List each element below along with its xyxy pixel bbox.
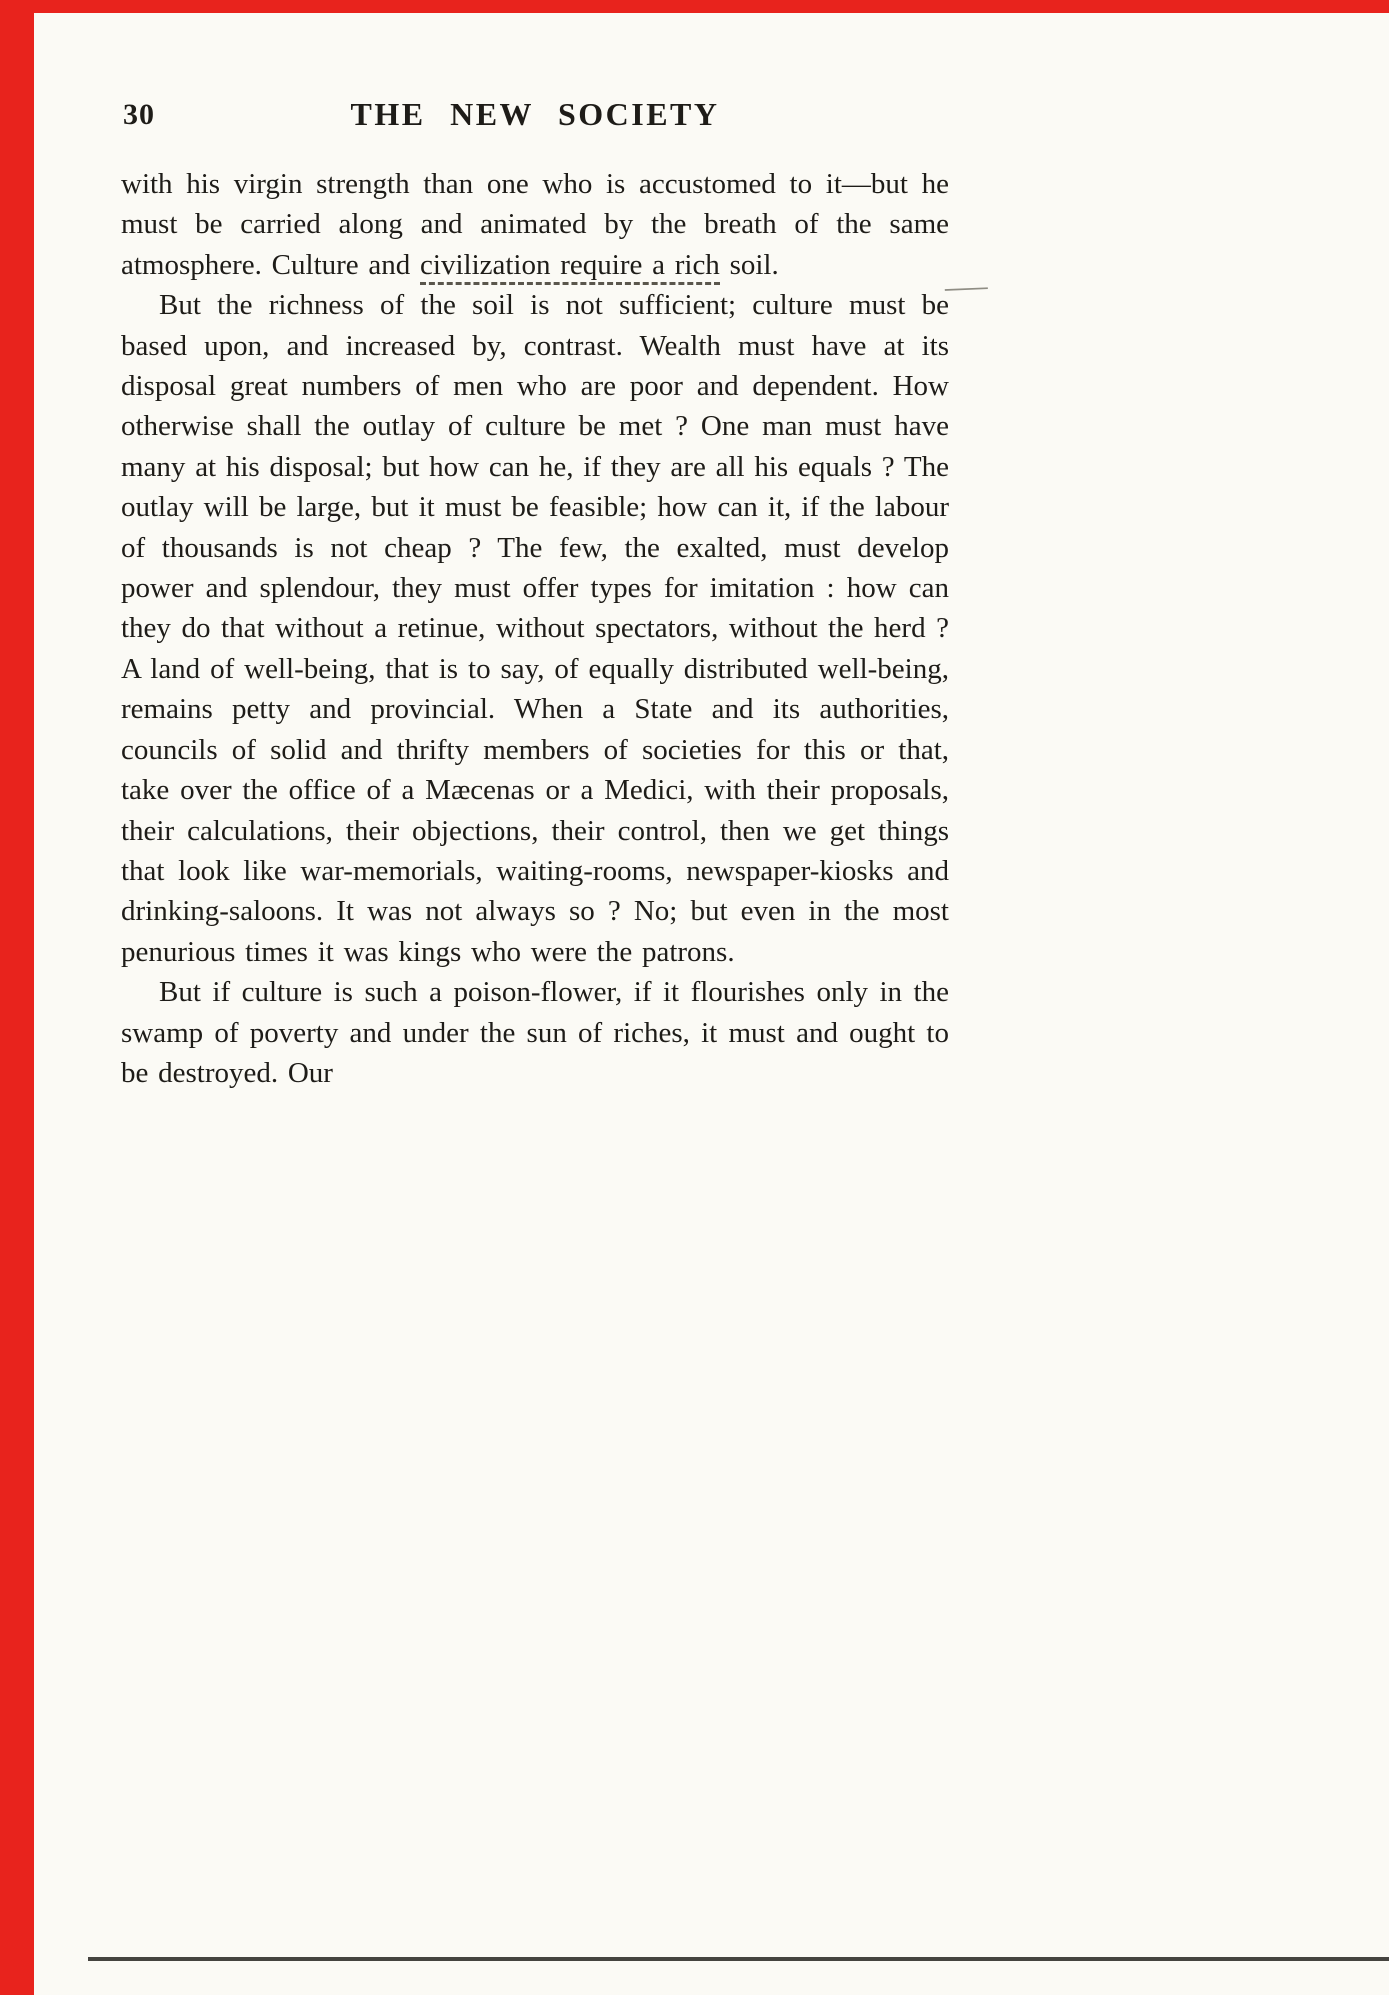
scan-edge-top-red-strip [0, 0, 1389, 13]
paragraph-1-text-before-underline: with his virgin strength than one who is accustomed to it—but he must be carried along and animated by the breath of the same atmosphere. Culture and [121, 168, 949, 281]
paragraph-1-text-after-underline: soil. [719, 248, 779, 281]
scan-edge-left-red-strip [0, 0, 34, 1995]
scan-artifact-bottom-line [88, 1957, 1389, 1961]
page-title: THE NEW SOCIETY [350, 96, 720, 132]
paragraph-3: But if culture is such a poison-flower, if it flourishes only in the swamp of poverty and under the sun of riches, it must and ought to be destroyed. Our [121, 976, 949, 1089]
running-header [121, 96, 949, 142]
page-number: 30 [123, 98, 155, 131]
page-body [121, 164, 949, 1093]
paragraph-2: But the richness of the soil is not sufficient; culture must be based upon, and increased by, contrast. Wealth must have at its disposal great numbers of men who are poor and dependent. How otherwise shall the outlay of culture be met ? One man must have many at his disposal; but how can he, if they are all his equals ? The outlay will be large, but it must be feasible; how can it, if the labour of thousands is not cheap ? The few, the exalted, must develop power and splendour, they must offer types for imitation : how can they do that without a retinue, without spectators, without the herd ? A land of well-being, that is to say, of equally distributed well-being, remains petty and provincial. When a State and its authorities, councils of solid and thrifty members of societies for this or that, take over the office of a Mæcenas or a Medici, with their proposals, their calculations, their objections, their control, then we get things that look like war-memorials, waiting-rooms, newspaper-kiosks and drinking-saloons. It was not always so ? No; but even in the most penurious times it was kings who were the patrons. [121, 289, 949, 968]
pen-underlined-phrase: civilization require a rich [420, 249, 720, 285]
margin-pen-mark: — [943, 267, 987, 306]
page-content [121, 96, 987, 1093]
paragraph-1 [121, 164, 949, 285]
